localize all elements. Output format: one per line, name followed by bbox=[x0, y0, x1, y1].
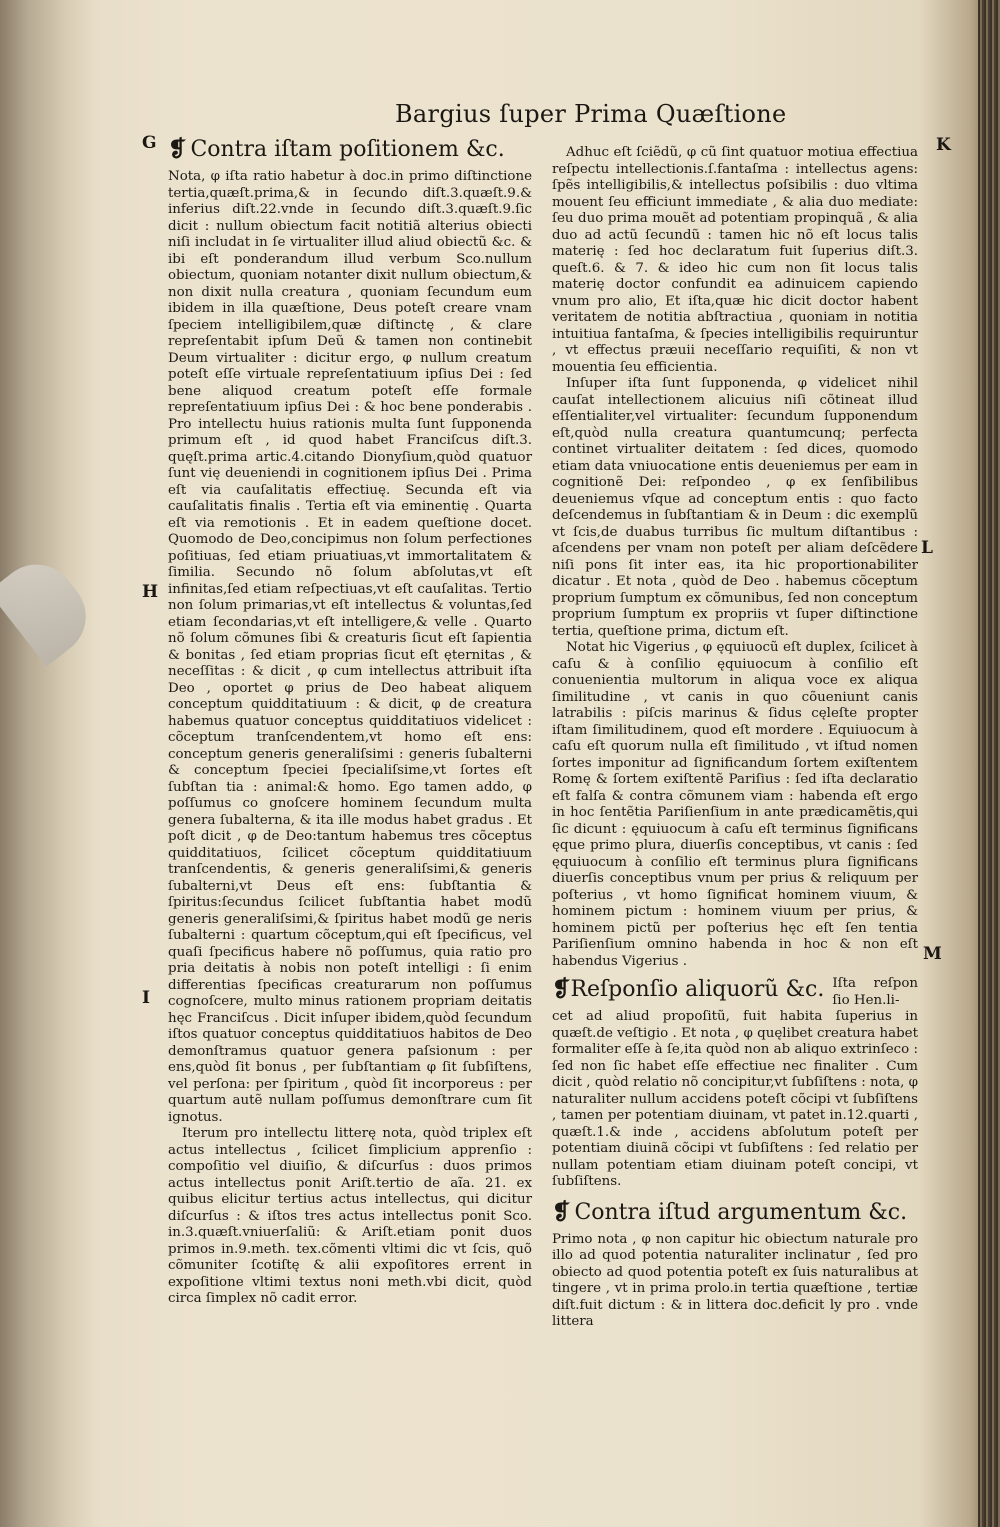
pilcrow-icon: ❡ bbox=[552, 976, 571, 1002]
left-column bbox=[168, 136, 532, 1308]
heading-runin-text: Iſta reſpon ſio Hen.li- bbox=[832, 976, 918, 1008]
margin-letter-l: L bbox=[921, 538, 933, 558]
margin-letter-h: H bbox=[142, 582, 159, 602]
margin-letter-i: I bbox=[142, 988, 150, 1008]
section-heading-contra-istud: ❡ Contra iſtud argumentum &c. bbox=[552, 1198, 908, 1225]
book-gutter bbox=[0, 0, 95, 1527]
response-section bbox=[552, 976, 918, 1191]
paragraph: Nota, φ iſta ratio habetur à doc.in primo diſtinctione tertia,quæſt.prima,& in ſecundo diſt.3.quæſt.9.& inferius diſt.22.vnde in ſecundo diſt.3.quæſt.9.ſic dicit : nullum obiectum facit notitiã alterius obiecti niſi includat in ſe virtualiter illud aliud obiectũ &c. & ibi eſt ponderandum illud verbum Sco.nullum obiectum, quoniam notanter dixit nullum obiectum,& non dixit nulla creatura , quoniam ſecundum eum ibidem in illa quæſtione, Deus poteſt creare vnam ſpeciem intelligibilem,quæ diſtinctę , & clare repreſentabit ipſum Deũ & tamen non continebit Deum virtualiter : dicitur ergo, φ nullum creatum poteſt eſſe virtuale repreſentatiuum ipſius Dei : ſed bene aliquod creatum poteſt eſſe formale repreſentatiuum ipſius Dei : & hoc bene ponderabis . Pro intellectu huius rationis multa ſunt ſupponenda primum eſt , id quod habet Franciſcus diſt.3. quęſt.prima artic.4.citando Dionyſium,quòd quatuor ſunt vię deueniendi in cognitionem ipſius Dei . Prima eſt via cauſalitatis effectiuę. Secunda eſt via cauſalitatis finalis . Tertia eſt via eminentię . Quarta eſt via remotionis . Et in eadem queſtione docet. Quomodo de Deo,concipimus non ſolum perfectiones poſitiuas, ſed etiam priuatiuas,vt immortalitatem & ſimilia. Secundo nõ ſolum abſolutas,vt eſt infinitas,ſed etiam reſpectiuas,vt eſt cauſalitas. Tertio non ſolum primarias,vt eſt intellectus & voluntas,ſed etiam ſecondarias,vt eſt intelligere,& velle . Quarto nõ ſolum cõmunes ſibi & creaturis ſicut eſt ſapientia & bonitas , ſed etiam proprias ſicut eſt ęternitas , & neceſſitas : & dicit , φ cum intellectus attribuit iſta Deo , oportet φ prius de Deo habeat aliquem conceptum quidditatiuum : & dicit, φ de creatura habemus quatuor conceptus quidditatiuos videlicet : cõceptum tranſcendentem,vt homo eſt ens: conceptum generis generaliſsimi : generis ſubalterni & conceptum ſpeciei ſpecialiſsime,vt ſortes eſt ſubſtan tia : animal:& homo. Ego tamen addo, φ poſſumus co gnoſcere hominem ſecundum multa genera ſubalterna, & ita ille modus habet gradus . Et poſt dicit , φ de Deo:tantum habemus tres cõceptus quidditatiuos, ſcilicet cõceptum quidditatiuum tranſcendentis, & generis generaliſsimi,& generis ſubalterni,vt Deus eſt ens: ſubſtantia & ſpiritus:ſecundus ſcilicet ſubſtantia habet modũ generis generaliſsimi,& ſpiritus habet modũ ge neris ſubalterni : quartum cõceptum,qui eſt ſpecificus, vel quaſi ſpecificus habere nõ poſſumus, quia ratio pro pria deitatis à nobis non poteſt intelligi : ſi enim differentias ſpecificas creaturarum non poſſumus cognoſcere, multo minus rationem propriam deitatis hęc Franciſcus . Dicit inſuper ibidem,quòd ſecundum iſtos quatuor conceptus quidditatiuos habitos de Deo demonſtramus quatuor genera paſsionum : per ens,quòd ſit bonus , per ſubſtantiam φ ſit ſubſiſtens, vel perſona: per ſpiritum , quòd ſit incorporeus : per quartum autẽ nullam poſſumus demonſtrare cum ſit ignotus. bbox=[168, 169, 532, 1125]
margin-letter-m: M bbox=[923, 944, 942, 964]
page-edges bbox=[978, 0, 1000, 1527]
paragraph: Primo nota , φ non capitur hic obiectum naturale pro illo ad quod potentia naturaliter inclinatur , ſed pro obiecto ad quod potentia poteſt ex ſuis naturalibus at tingere , vt in prima prolo.in tertia quæſtione , tertiæ diſt.fuit dictum : & in littera doc.deficit ly pro . vnde littera bbox=[552, 1231, 918, 1329]
section-heading-responsio: ❡Reſponſio aliquorũ &c. Iſta reſpon ſio Hen.li- bbox=[552, 976, 918, 1008]
right-column bbox=[552, 145, 918, 1331]
paragraph: Adhuc eſt ſciẽdũ, φ cũ ſint quatuor motiua effectiua reſpectu intellectionis.ſ.fantaſma : intellectus agens: ſpẽs intelligibilis,& intellectus poſsibilis : duo vltima mouent ſeu efficiunt immediate , & alia duo mediate: ſeu duo prima mouẽt ad potentiam propinquã , & alia duo ad actũ ſecundũ : tamen hic nõ eſt locus talis materię : ſed hoc declaratum fuit ſuperius diſt.3. queſt.6. & 7. & ideo hic cum non ſit locus talis materię doctor confundit ea adinuicem capiendo vnum pro alio, Et iſta,quæ hic dicit doctor habent veritatem de notitia abſtractiua , quoniam in notitia intuitiua fantaſma, & ſpecies intelligibilis requiruntur , vt effectus præuii neceſſario requiſiti, & non vt mouentia ſeu efficientia. bbox=[552, 145, 918, 375]
paragraph: Inſuper iſta ſunt ſupponenda, φ videlicet nihil cauſat intellectionem alicuius niſi cõtineat illud eſſentialiter,vel virtualiter: ſecundum ſupponendum eſt,quòd nulla creatura quantumcunq; perfecta continet virtualiter deitatem : ſed dices, quomodo etiam data vniuocatione entis deueniemus per eam in cognitionẽ Dei: reſpondeo , φ ex ſenſibilibus deueniemus vſque ad conceptum entis : quo facto deſcendemus in ſubſtantiam & in Deum : dic exemplũ vt ſcis,de duabus turribus ſic multum diſtantibus : aſcendens per vnam non poteſt per aliam deſcẽdere niſi pons ſit inter eas, ita hic proportionabiliter dicatur . Et nota , quòd de Deo . habemus cõceptum proprium ſumptum ex cõmunibus, ſed non conceptum proprium ſumptum ex propriis vt ſuper diſtinctione tertia, queſtione prima, dictum eſt. bbox=[552, 376, 918, 639]
pilcrow-icon: ❡ bbox=[552, 1198, 571, 1225]
paragraph: cet ad aliud propoſitũ, fuit habita ſuperius in quæſt.de veſtigio . Et nota , φ quęlibet creatura habet formaliter eſſe à ſe,ita quòd non ab aliquo extrinſeco : ſed non ſic habet eſſe effectiue nec finaliter . Cum dicit , quòd relatio nõ concipitur,vt ſubſiſtens : nota, φ naturaliter nullum accidens poteſt cõcipi vt ſubſiſtens , tamen per potentiam diuinam, vt patet in.12.quarti , quæſt.1.& inde , accidens abſolutum poteſt per potentiam diuinã cõcipi vt ſubſiſtens : ſed relatio per nullam potentiam etiam diuinam poteſt concipi, vt ſubſiſtens. bbox=[552, 1009, 918, 1189]
pilcrow-icon: ❡ bbox=[168, 136, 187, 162]
paragraph: Notat hic Vigerius , φ ęquiuocũ eſt duplex, ſcilicet à caſu & à conſilio ęquiuocum à conſilio eſt conuenientia multorum in aliqua voce ex aliqua ſimilitudine , vt canis in quo cõueniunt canis latrabilis : piſcis marinus & ſidus cęleſte propter iſtam ſimilitudinem, quod eſt mordere . Equiuocum à caſu eſt quorum nulla eſt ſimilitudo , vt iſtud nomen ſortes imponitur ad ſignificandum ſortem exiſtentem Romę & ſortem exiſtentẽ Pariſius : ſed iſta declaratio eſt falſa & contra cõmunem viam : habenda eſt ergo in hoc ſentẽtia Pariſienſium in ante prædicamẽtis,qui ſic dicunt : ęquiuocum à caſu eſt terminus ſignificans ęque primo plura, diuerſis conceptibus, vt canis : ſed ęquiuocum à conſilio eſt terminus plura ſignificans diuerſis conceptibus vnum per prius & reliquum per poſterius , vt homo ſignificat hominem viuum, & hominem pictum : hominem viuum per prius, & hominem pictũ per poſterius hęc eſt ſen tentia Pariſienſium omnino habenda in hoc & non eſt habendus Vigerius . bbox=[552, 640, 918, 969]
running-header: Bargius ſuper Prima Quæſtione bbox=[395, 100, 787, 128]
paragraph: Iterum pro intellectu litterę nota, quòd triplex eſt actus intellectus , ſcilicet ſimplicium apprenſio : compoſitio vel diuiſio, & diſcurſus : duos primos actus intellectus ponit Ariſt.tertio de aĩa. 21. ex quibus elicitur tertius actus intellectus, qui dicitur diſcurſus : & iſtos tres actus intellectus ponit Sco. in.3.quæſt.vniuerſaliũ: & Ariſt.etiam ponit duos primos in.9.meth. tex.cõmenti vltimi dic vt ſcis, quõ cõmuniter ſcotiſtę & alii expoſitores errent in expoſitione vltimi textus noni meth.vbi dicit, quòd circa ſimplex nõ cadit error. bbox=[168, 1126, 532, 1306]
margin-letter-k: K bbox=[936, 135, 951, 155]
margin-letter-g: G bbox=[142, 133, 157, 153]
section-heading-contra-istam: ❡ Contra iſtam poſitionem &c. bbox=[168, 136, 505, 162]
